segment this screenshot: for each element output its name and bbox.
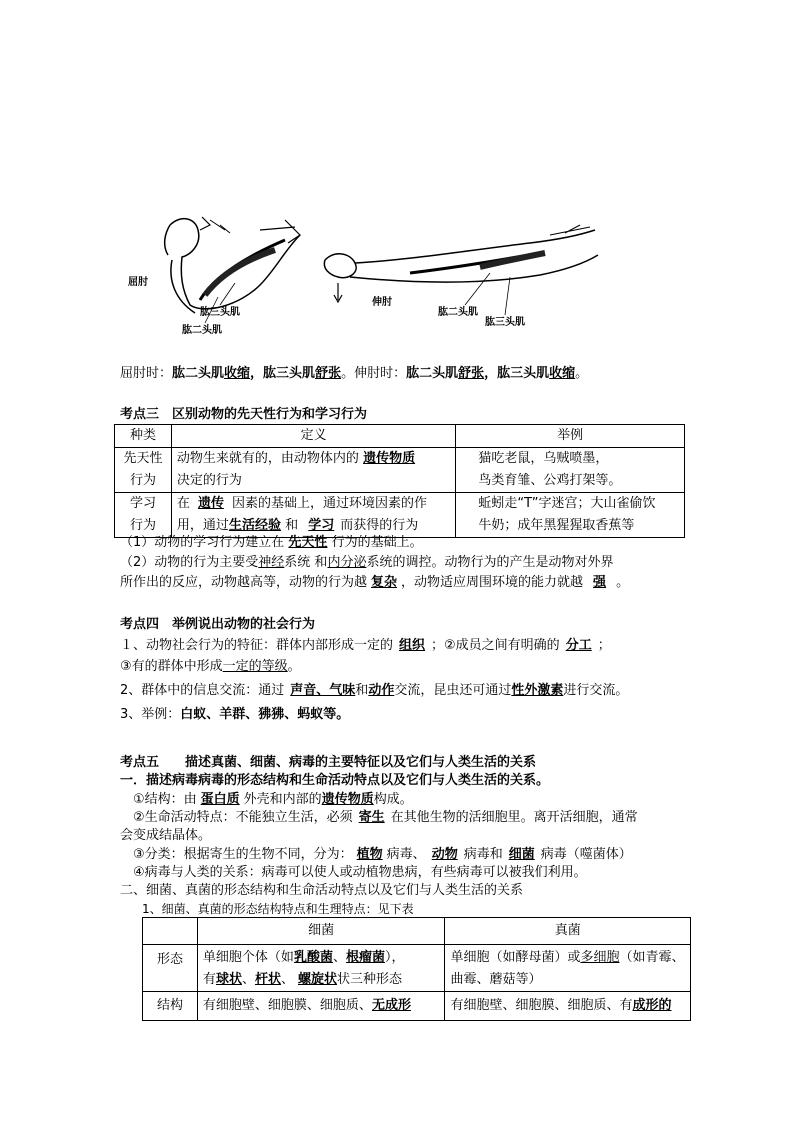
kp3-note2-cont: 所作出的反应，动物越高等，动物的行为越 复杂 ，动物适应周围环境的能力就越 强 。: [120, 575, 630, 590]
fungi-structure-cell: 有细胞壁、细胞膜、细胞质、有成形的: [445, 992, 691, 1021]
th-blank: [143, 918, 198, 945]
learned-example-cell: 蚯蚓走“T”字迷宫；大山雀偷饮 牛奶；成年黑猩猩取香蕉等: [456, 493, 685, 538]
kp5-item1: ①结构：由 蛋白质 外壳和内部的遗传物质构成。: [133, 792, 413, 807]
innate-example-cell: 猫吃老鼠，乌贼喷墨， 鸟类育雏、公鸡打架等。: [456, 448, 685, 493]
kp5-section2: 二、细菌、真菌的形态结构和生命活动特点以及它们与人类生活的关系: [120, 883, 524, 898]
bacteria-shape-cell: 单细胞个体（如乳酸菌、根瘤菌）， 有球状、杆状、 螺旋状状三种形态: [197, 945, 445, 992]
flex-extend-summary: 屈肘时：肱二头肌收缩，肱三头肌舒张。伸肘时：肱二头肌舒张，肱三头肌收缩。: [120, 366, 589, 381]
kp3-note2: （2）动物的行为主要受神经系统 和内分泌系统的调控。动物行为的产生是动物对外界: [120, 555, 614, 570]
innate-type-cell: 先天性 行为: [115, 448, 172, 493]
label-flex: 屈肘: [128, 277, 148, 288]
kp4-line3: 2、群体中的信息交流：通过 声音、气味和动作交流，昆虫还可通过性外激素进行交流。: [120, 683, 629, 698]
kp4-line2: ③有的群体中形成一定的等级。: [120, 659, 301, 674]
arm-muscle-figure: [110, 205, 610, 340]
fungi-shape-cell: 单细胞（如酵母菌）或多细胞（如青霉、 曲霉、蘑菇等）: [445, 945, 691, 992]
label-right-biceps: 肱二头肌: [438, 307, 478, 318]
flexed-arm-drawing: [165, 217, 300, 313]
kp4-line1: １、动物社会行为的特征：群体内部形成一定的 组织 ；②成员之间有明确的 分工 ；: [120, 638, 611, 653]
kp5-item2: ②生命活动特点：不能独立生活，必须 寄生 在其他生物的活细胞里。离开活细胞，通常: [133, 810, 638, 825]
label-right-triceps: 肱三头肌: [485, 317, 525, 328]
label-left-biceps: 肱二头肌: [182, 325, 222, 336]
th-type: 种类: [115, 425, 172, 448]
bacteria-structure-cell: 有细胞壁、细胞膜、细胞质、无成形: [197, 992, 445, 1021]
th-fungi: 真菌: [445, 918, 691, 945]
kp3-heading: 考点三 区别动物的先天性行为和学习行为: [120, 407, 368, 422]
row-structure-label: 结构: [143, 992, 198, 1021]
extended-arm-drawing: [324, 225, 598, 302]
label-left-triceps: 肱三头肌: [200, 307, 240, 318]
behavior-table: [114, 424, 685, 538]
kp5-section2-1: 1、细菌、真菌的形态结构特点和生理特点：见下表: [142, 902, 414, 916]
bacteria-fungi-table: [142, 917, 691, 1021]
innate-definition-cell: 动物生来就有的，由动物体内的 遗传物质 决定的行为: [171, 448, 455, 493]
row-shape-label: 形态: [143, 945, 198, 992]
learned-type-cell: 学习 行为: [115, 493, 172, 538]
kp4-line4: 3、举例：白蚁、羊群、狒狒、蚂蚁等。: [120, 707, 350, 722]
th-bacteria: 细菌: [197, 918, 445, 945]
learned-definition-cell: 在 遗传 因素的基础上，通过环境因素的作 用，通过生活经验 和 学习 而获得的行为: [171, 493, 455, 538]
label-extend: 伸肘: [372, 297, 392, 308]
kp3-note1: （1）动物的学习行为建立在 先天性 行为的基础上。: [120, 535, 423, 550]
kp5-section1: 一．描述病毒病毒的形态结构和生命活动特点以及它们与人类生活的关系。: [120, 773, 550, 788]
th-definition: 定义: [171, 425, 455, 448]
kp5-item2-cont: 会变成结晶体。: [120, 828, 212, 843]
th-example: 举例: [456, 425, 685, 448]
kp5-item3: ③分类：根据寄生的生物不同，分为： 植物 病毒、 动物 病毒和 细菌 病毒（噬菌体）: [133, 847, 632, 862]
kp5-item4: ④病毒与人类的关系：病毒可以使人或动植物患病，有些病毒可以被我们利用。: [133, 865, 587, 880]
kp5-heading: 考点五 描述真菌、细菌、病毒的主要特征以及它们与人类生活的关系: [120, 755, 537, 770]
kp4-heading: 考点四 举例说出动物的社会行为: [120, 617, 316, 632]
